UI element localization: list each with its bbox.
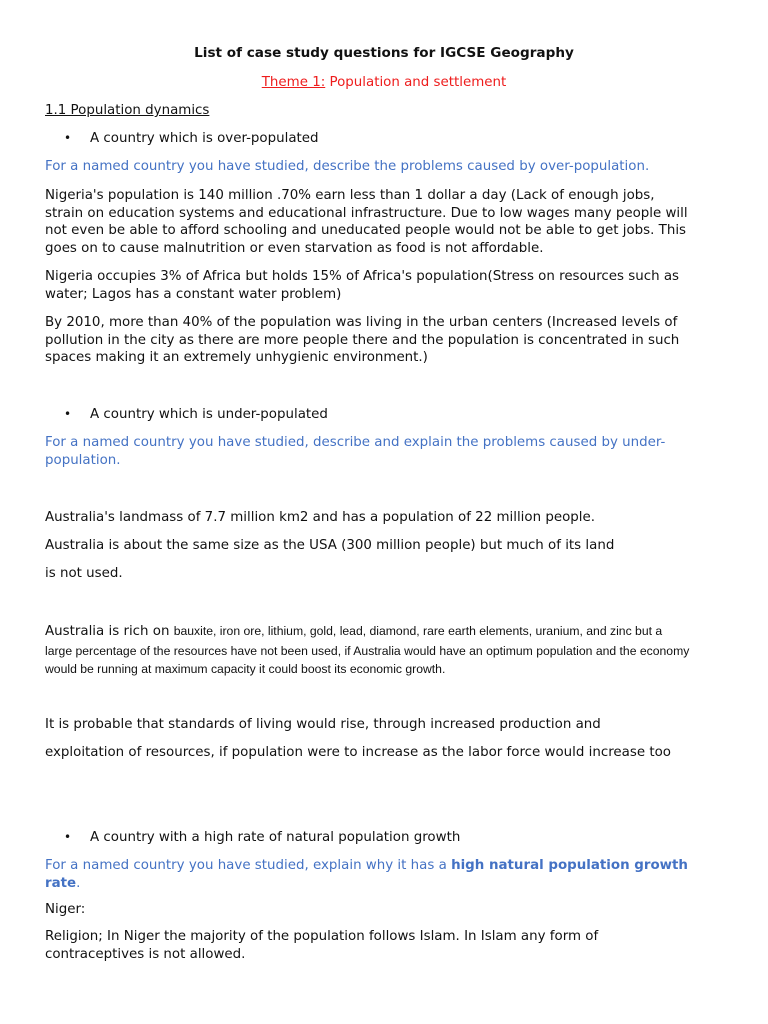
australia-land-unused: is not used. (45, 566, 123, 581)
point-line: Nigeria occupies 3% of Africa but holds 15% of Africa's population(Stress on resources such as (45, 269, 680, 284)
over-populated-bullet: A country which is over-populated (90, 131, 319, 146)
probable-line-2: exploitation of resources, if population were to increase as the labor force would increase too (45, 745, 671, 760)
australia-landmass: Australia's landmass of 7.7 million km2 and has a population of 22 million people. (45, 510, 595, 525)
point-line: Nigeria's population is 140 million .70% earn less than 1 dollar a day (Lack of enough jobs, (45, 188, 655, 203)
probable-line-1: It is probable that standards of living would rise, through increased production and (45, 717, 601, 732)
under-populated-bullet: A country which is under-populated (90, 407, 328, 422)
theme-text: Population and settlement (325, 75, 507, 90)
australia-size: Australia is about the same size as the USA (300 million people) but much of its land (45, 538, 615, 553)
country-niger: Niger: (45, 902, 86, 917)
nigeria-point-3 (45, 314, 725, 367)
high-growth-bullet: A country with a high rate of natural population growth (90, 830, 461, 845)
section-heading: 1.1 Population dynamics (45, 103, 210, 118)
point-line: spaces making it an extremely unhygienic environment.) (45, 350, 428, 366)
point-line: pollution in the city as there are more people there and the population is concentrated in such (45, 332, 680, 348)
point-line: water; Lagos has a constant water problem) (45, 286, 342, 302)
point-line: By 2010, more than 40% of the population was living in the urban centers (Increased levels of (45, 315, 678, 330)
bullet-icon: • (64, 131, 72, 145)
religion-paragraph: Religion; In Niger the majority of the population follows Islam. In Islam any form of contraceptives is not allowed. (45, 929, 599, 962)
australia-resources: Australia is rich on bauxite, iron ore, lithium, gold, lead, diamond, rare earth elements, uranium, and zinc but a large percentage of the resources have not been used, if Australia would have an optimum population and the economy would be running at maximum capacity it could boost its economic growth. (45, 624, 690, 677)
high-growth-question: For a named country you have studied, explain why it has a high natural population growth rate. (45, 858, 688, 891)
theme-label: Theme 1: (261, 75, 326, 90)
theme-heading (0, 74, 768, 92)
point-line: not even be able to afford schooling and uneducated people would not be able to get jobs. This (45, 223, 687, 239)
nigeria-point-1 (45, 187, 725, 257)
document-title: List of case study questions for IGCSE Geography (194, 45, 574, 61)
point-line: goes on to cause malnutrition or even starvation as food is not affordable. (45, 240, 544, 256)
nigeria-point-2 (45, 268, 725, 303)
bullet-icon: • (64, 830, 72, 844)
under-populated-question: For a named country you have studied, describe and explain the problems caused by under- population. (45, 435, 666, 468)
resources-lead: Australia is rich on (45, 624, 174, 639)
over-populated-question: For a named country you have studied, describe the problems caused by over-population. (45, 159, 650, 174)
bullet-icon: • (64, 407, 72, 421)
point-line: strain on education systems and educational infrastructure. Due to low wages many people will (45, 205, 688, 221)
